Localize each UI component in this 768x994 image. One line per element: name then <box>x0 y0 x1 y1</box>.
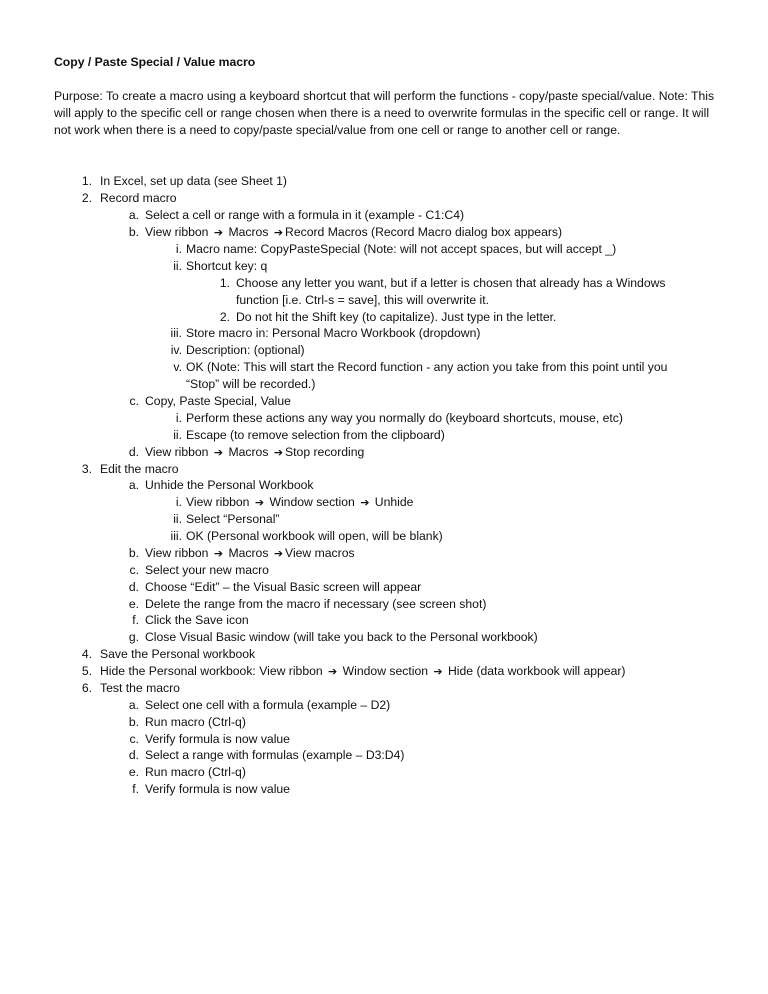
arrow-right-icon: ➔ <box>273 226 284 239</box>
arrow-right-icon: ➔ <box>273 547 284 560</box>
arrow-right-icon: ➔ <box>273 446 284 459</box>
document-title: Copy / Paste Special / Value macro <box>54 55 256 69</box>
arrow-right-icon: ➔ <box>433 665 443 678</box>
document-page: Copy / Paste Special / Value macro Purpose: To create a macro using a keyboard shortcut that will perform the functions - copy/paste special/value. Note: This will apply to the specific cell or range chosen when there is a need to overwrite formulas in the specific cell or range. It will not work when there is a need to copy/paste special/value from one cell or range to another cell or range. 1. In Excel, set up data (see Sheet 1) 2. Record macro a. Select a cell or range with a formula in it (example - C1:C4) b. View ribbon ➔ Macros ➔ Record Macros (Record Macro dialog box appears) i. Macro name: CopyPasteSpecial (Note: will not accept spaces, but will accept _) ii. Shortcut key: q 1. Choose any letter you want, but if a letter is chosen that already has a Windows function [i.e. Ctrl-s = save], this will overwrite it. 2. Do not hit the Shift key (to capitalize). Just type in the letter. iii. Store macro in: Personal Macro Workbook (dropdown) iv. Description: (optional) v. OK (Note: This will start the Record function - any action you take from this point until you “Stop” will be recorded.) c. Copy, Paste Special, Value i. Perform these actions any way you normally do (keyboard shortcuts, mouse, etc) ii. Escape (to remove selection from the clipboard) d. View ribbon ➔ Macros ➔ Stop recording 3. Edit the macro a. Unhide the Personal Workbook i. View ribbon ➔ Window section ➔ Unhide ii. Select “Personal” iii. OK (Personal workbook will open, will be blank) b. View ribbon ➔ Macros ➔ View macros c. Select your new macro d. Choose “Edit” – the Visual Basic screen will appear e. Delete the range from the macro if necessary (see screen shot) f. Click the Save icon g. Close Visual Basic window (will take you back to the Personal workbook) 4. Save the Personal workbook 5. Hide the Personal workbook: View ribbon ➔ Window section ➔ Hide (data workbook will appear) 6. Test the macro a. Select one cell with a formula (example – D2) b. Run macro (Ctrl-q) c. Verify formula is now value d. Select a range with formulas (example – D3:D4) e. Run macro (Ctrl-q) f. Verify formula is now value <box>0 0 768 994</box>
arrow-right-icon: ➔ <box>360 496 370 509</box>
arrow-right-icon: ➔ <box>213 226 224 239</box>
purpose-paragraph: Purpose: To create a macro using a keyboard shortcut that will perform the functions - copy/paste special/value. Note: This will apply to the specific cell or range chosen when there is a need to overwrite formulas in the specific cell or range. It will not work when there is a need to copy/paste special/value from one cell or range to another cell or range. <box>54 89 715 137</box>
arrow-right-icon: ➔ <box>254 496 265 509</box>
arrow-right-icon: ➔ <box>328 665 338 678</box>
arrow-right-icon: ➔ <box>213 446 224 459</box>
arrow-right-icon: ➔ <box>213 547 224 560</box>
